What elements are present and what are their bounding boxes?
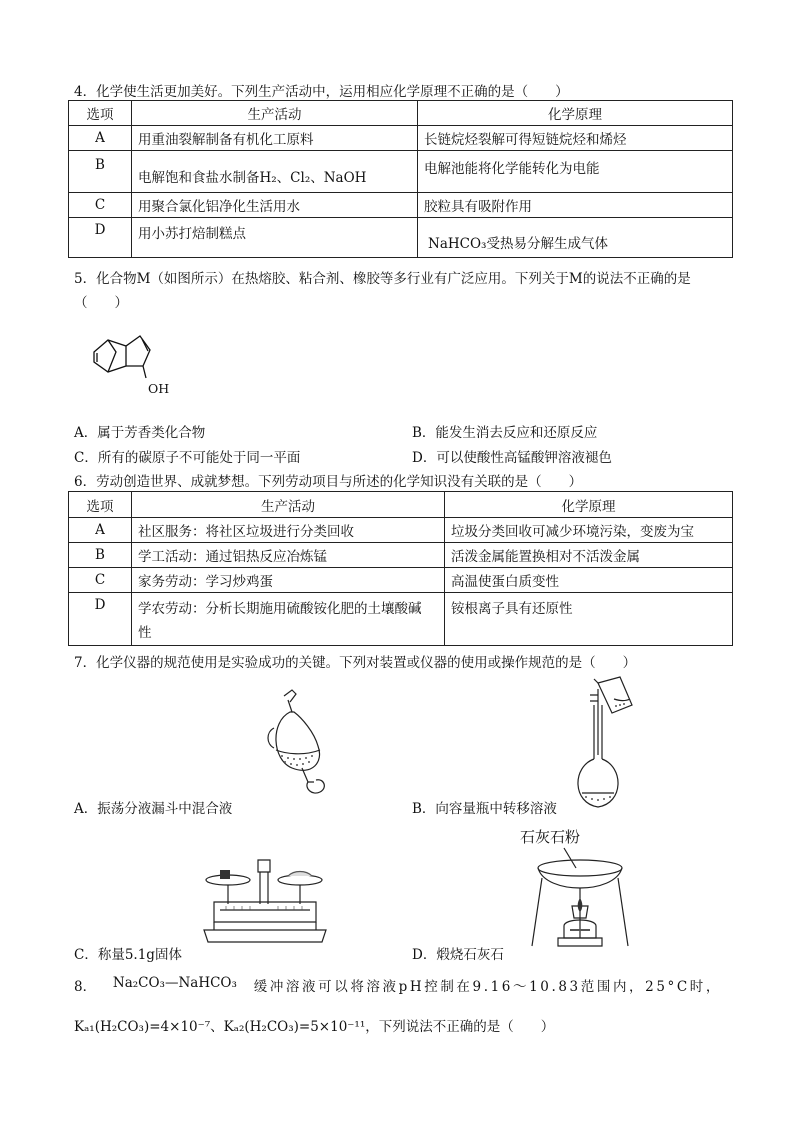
crucible-heating-figure xyxy=(528,846,638,956)
table-row xyxy=(69,151,733,193)
q6-row-b-principle: 活泼金属能置换相对不活泼金属 xyxy=(445,543,733,568)
q6-row-d-option: D xyxy=(69,593,132,646)
q8-number: 8． xyxy=(74,979,97,995)
q8-ka2: Kₐ₂(H₂CO₃)=5×10⁻¹¹ xyxy=(223,1019,366,1035)
q5-stem-line2: （ ） xyxy=(74,295,128,311)
q6-header-option: 选项 xyxy=(69,492,132,518)
q6-row-b-activity: 学工活动：通过铝热反应冶炼锰 xyxy=(132,543,445,568)
q6-row-c-option: C xyxy=(69,568,132,593)
q8-line1-text: 缓冲溶液可以将溶液pH控制在9.16～10.83范围内，25°C时， xyxy=(253,979,722,995)
q6-row-c-activity: 家务劳动：学习炒鸡蛋 xyxy=(132,568,445,593)
table-row xyxy=(69,518,733,543)
q4-row-c-option: C xyxy=(69,193,132,218)
q4-row-a-option: A xyxy=(69,126,132,151)
q6-header-principle: 化学原理 xyxy=(445,492,733,518)
q6-row-d-activity-line1: 学农劳动：分析长期施用硫酸铵化肥的土壤酸碱 xyxy=(138,601,422,617)
q8-line1 xyxy=(74,975,722,995)
q8-line2-text: ，下列说法不正确的是（ ） xyxy=(365,1019,555,1035)
q5-option-b[interactable]: B．能发生消去反应和还原反应 xyxy=(412,425,598,441)
volumetric-flask-figure xyxy=(568,675,658,823)
q4-row-a-activity: 用重油裂解制备有机化工原料 xyxy=(132,126,418,151)
q4-table xyxy=(68,100,733,258)
q7-option-c[interactable]: C．称量5.1g固体 xyxy=(74,947,182,963)
q4-stem: 4．化学使生活更加美好。下列生产活动中，运用相应化学原理不正确的是（ ） xyxy=(74,84,569,100)
table-row xyxy=(69,126,733,151)
q6-table xyxy=(68,491,733,646)
q4-row-d-option: D xyxy=(69,218,132,258)
separatory-funnel-figure xyxy=(262,688,342,800)
q4-row-b-principle: 电解池能将化学能转化为电能 xyxy=(418,151,733,193)
limestone-powder-label: 石灰石粉 xyxy=(520,828,581,846)
q8-line2: Kₐ₁(H₂CO₃)=4×10⁻⁷、Kₐ₂(H₂CO₃)=5×10⁻¹¹，下列说法不正确的是（ ） xyxy=(74,1019,555,1035)
q4-row-a-principle: 长链烷烃裂解可得短链烷烃和烯烃 xyxy=(418,126,733,151)
q4-row-d-principle: NaHCO₃受热易分解生成气体 xyxy=(418,218,733,258)
q7-option-a[interactable]: A．振荡分液漏斗中混合液 xyxy=(74,801,233,817)
q6-row-d-activity xyxy=(132,593,445,646)
q4-row-d-activity: 用小苏打焙制糕点 xyxy=(132,218,418,258)
q6-row-d-activity-line2: 性 xyxy=(138,625,152,641)
q6-row-d-principle: 铵根离子具有还原性 xyxy=(445,593,733,646)
q4-row-b-option: B xyxy=(69,151,132,193)
q5-option-d[interactable]: D．可以使酸性高锰酸钾溶液褪色 xyxy=(412,450,612,466)
q8-ka1: Kₐ₁(H₂CO₃)=4×10⁻⁷ xyxy=(74,1019,211,1035)
q6-row-c-principle: 高温使蛋白质变性 xyxy=(445,568,733,593)
q6-row-a-activity: 社区服务：将社区垃圾进行分类回收 xyxy=(132,518,445,543)
q4-row-c-activity: 用聚合氯化铝净化生活用水 xyxy=(132,193,418,218)
q4-row-c-principle: 胶粒具有吸附作用 xyxy=(418,193,733,218)
compound-m-structure xyxy=(80,322,190,402)
q5-option-a[interactable]: A．属于芳香类化合物 xyxy=(74,425,206,441)
q4-row-b-activity: 电解饱和食盐水制备H₂、Cl₂、NaOH xyxy=(132,151,418,193)
table-row xyxy=(69,543,733,568)
q6-row-b-option: B xyxy=(69,543,132,568)
q5-option-c[interactable]: C．所有的碳原子不可能处于同一平面 xyxy=(74,450,301,466)
q6-header-activity: 生产活动 xyxy=(132,492,445,518)
q6-row-a-principle: 垃圾分类回收可减少环境污染，变废为宝 xyxy=(445,518,733,543)
q7-option-d[interactable]: D．煅烧石灰石 xyxy=(412,947,504,963)
table-row xyxy=(69,568,733,593)
q6-row-a-option: A xyxy=(69,518,132,543)
q5-stem-line1: 5．化合物M（如图所示）在热熔胶、粘合剂、橡胶等多行业有广泛应用。下列关于M的说法不正确的是 xyxy=(74,271,691,287)
q7-option-b[interactable]: B．向容量瓶中转移溶液 xyxy=(412,801,557,817)
q6-stem: 6．劳动创造世界、成就梦想。下列劳动项目与所述的化学知识没有关联的是（ ） xyxy=(74,474,583,490)
q4-header-activity: 生产活动 xyxy=(132,101,418,126)
table-row xyxy=(69,193,733,218)
balance-figure xyxy=(200,858,330,950)
compound-m-oh-label: OH xyxy=(148,381,170,396)
q4-header-option: 选项 xyxy=(69,101,132,126)
q4-header-principle: 化学原理 xyxy=(418,101,733,126)
q8-buffer-formula: Na₂CO₃—NaHCO₃ xyxy=(112,975,237,991)
table-row xyxy=(69,593,733,646)
q7-stem: 7．化学仪器的规范使用是实验成功的关键。下列对装置或仪器的使用或操作规范的是（ ） xyxy=(74,655,637,671)
table-row xyxy=(69,218,733,258)
